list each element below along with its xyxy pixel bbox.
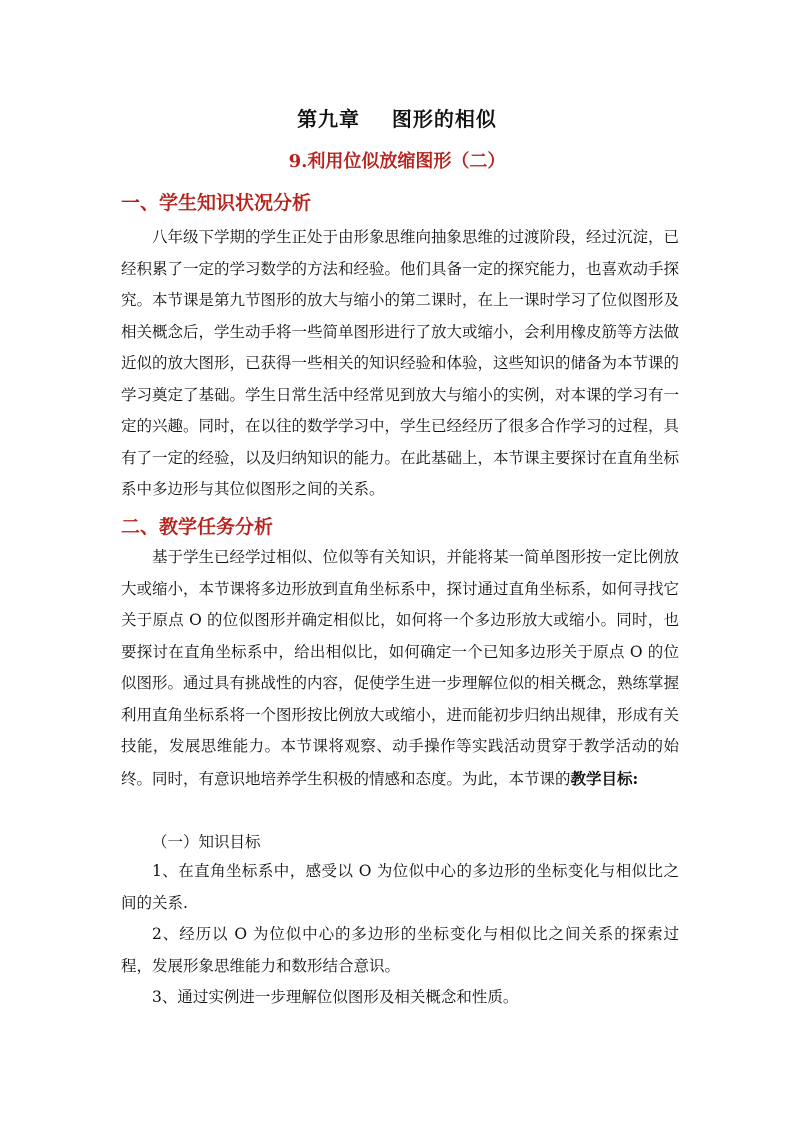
paragraph-task-analysis-text: 基于学生已经学过相似、位似等有关知识，并能将某一简单图形按一定比例放大或缩小，本节课将多边形放到直角坐标系中，探讨通过直角坐标系，如何寻找它关于原点 O 的位似图形并确定相似比，如何将一个多边形放大或缩小。同时，也要探讨在直角坐标系中，给出相似比，如何确定一个已知多边形关于原点 O 的位似图形。通过具有挑战性的内容，促使学生进一步理解位似的相关概念，熟练掌握利用直角坐标系将一个图形按比例放大或缩小，进而能初步归纳出规律，形成有关技能，发展思维能力。本节课将观察、动手操作等实践活动贯穿于教学活动的始终。同时，有意识地培养学生积极的情感和态度。为此，本节课的 <box>121 548 680 788</box>
paragraph-task-analysis <box>121 542 679 795</box>
objective-item-1: 1、在直角坐标系中，感受以 O 为位似中心的多边形的坐标变化与相似比之间的关系. <box>121 862 679 912</box>
teaching-objectives-label: 教学目标: <box>570 768 639 788</box>
chapter-title: 第九章 图形的相似 <box>297 107 497 131</box>
knowledge-objectives-heading: （一）知识目标 <box>152 833 261 851</box>
section-heading-task-analysis: 二、教学任务分析 <box>121 516 274 538</box>
section-heading-student-analysis: 一、学生知识状况分析 <box>121 192 312 214</box>
paragraph-student-analysis: 八年级下学期的学生正处于由形象思维向抽象思维的过渡阶段，经过沉淀，已经积累了一定的学习数学的方法和经验。他们具备一定的探究能力，也喜欢动手探究。本节课是第九节图形的放大与缩小的第二课时，在上一课时学习了位似图形及相关概念后，学生动手将一些简单图形进行了放大或缩小，会利用橡皮筋等方法做近似的放大图形，已获得一些相关的知识经验和体验，这些知识的储备为本节课的学习奠定了基础。学生日常生活中经常见到放大与缩小的实例，对本课的学习有一定的兴趣。同时，在以往的数学学习中，学生已经经历了很多合作学习的过程，具有了一定的经验，以及归纳知识的能力。在此基础上，本节课主要探讨在直角坐标系中多边形与其位似图形之间的关系。 <box>121 228 680 498</box>
objective-item-2: 2、经历以 O 为位似中心的多边形的坐标变化与相似比之间关系的探索过程，发展形象思维能力和数形结合意识。 <box>121 925 679 975</box>
lesson-title: 9.利用位似放缩图形（二） <box>288 151 506 172</box>
objective-item-3: 3、通过实例进一步理解位似图形及相关概念和性质。 <box>152 988 519 1006</box>
